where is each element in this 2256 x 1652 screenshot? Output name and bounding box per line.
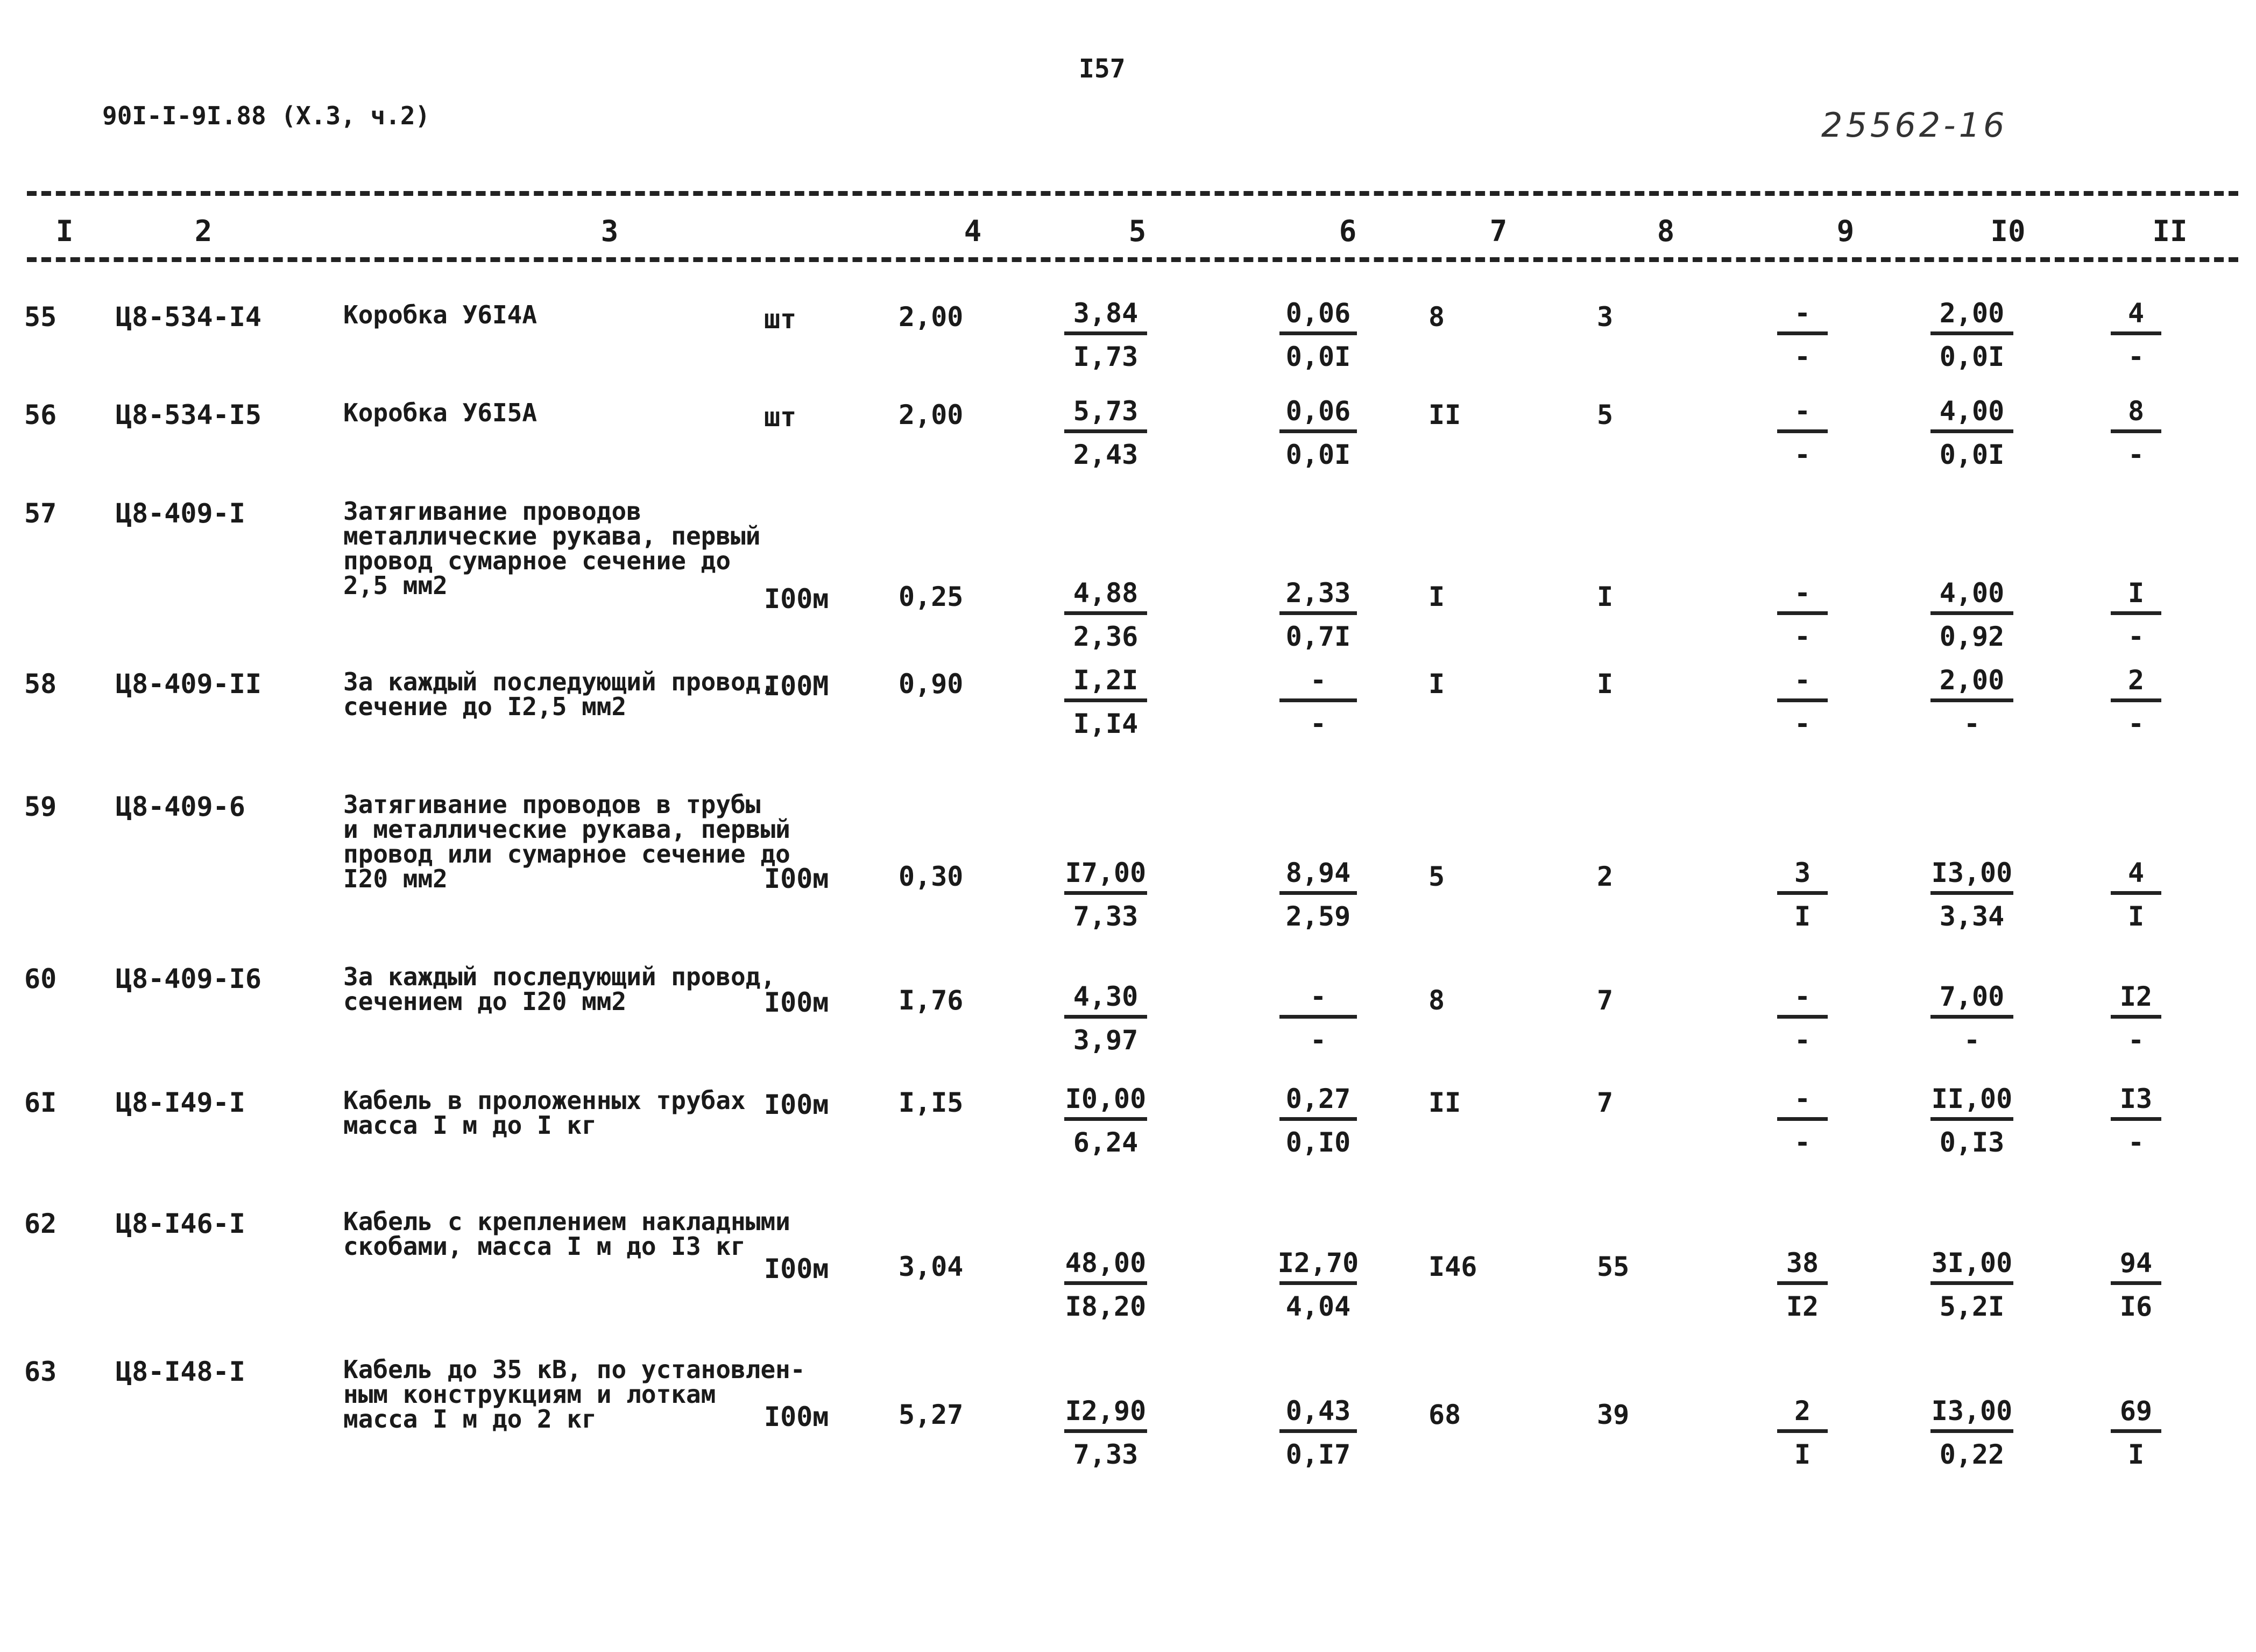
quantity: I,I5 xyxy=(899,1087,964,1118)
numerator: - xyxy=(1310,665,1327,696)
rate-code: Ц8-I49-I xyxy=(116,1087,245,1118)
denominator: - xyxy=(1794,708,1811,739)
quantity: I,76 xyxy=(899,985,964,1016)
cell-col10-fraction xyxy=(1926,577,2018,653)
cell-col7: I xyxy=(1428,581,1445,612)
cell-col10-fraction xyxy=(1926,857,2018,933)
cell-col5-fraction xyxy=(1060,980,1151,1056)
fraction-bar xyxy=(2111,1281,2161,1285)
denominator: 4,04 xyxy=(1285,1291,1351,1322)
denominator: - xyxy=(2127,341,2145,372)
cell-col9-fraction xyxy=(1773,577,1832,653)
fraction-bar xyxy=(1279,1281,1357,1285)
rate-code: Ц8-I46-I xyxy=(116,1208,245,1239)
row-number: 56 xyxy=(24,399,57,430)
fraction-bar xyxy=(1930,1281,2013,1285)
fraction-bar xyxy=(1064,611,1147,615)
numerator: 5,73 xyxy=(1073,396,1138,427)
fraction-bar xyxy=(1064,1117,1147,1121)
work-description: Коробка У6I5А xyxy=(343,398,538,427)
cell-col9-fraction xyxy=(1773,1247,1832,1323)
numerator: 4 xyxy=(2127,298,2145,329)
unit: I00м xyxy=(764,1253,829,1284)
denominator: 0,0I xyxy=(1285,439,1351,470)
numerator: - xyxy=(1794,1083,1811,1114)
cell-col8: 3 xyxy=(1597,301,1614,333)
header-bottom-rule xyxy=(27,257,2238,262)
numerator: 2,33 xyxy=(1285,577,1351,609)
cell-col11-fraction xyxy=(2106,1395,2166,1471)
cell-col5-fraction xyxy=(1060,664,1151,740)
unit: I00м xyxy=(764,987,829,1018)
document-code: 90I-I-9I.88 (X.3, ч.2) xyxy=(102,101,430,130)
cell-col9-fraction xyxy=(1773,664,1832,740)
column-header-11: II xyxy=(2152,214,2188,248)
cell-col9-fraction xyxy=(1773,1395,1832,1471)
cell-col7: II xyxy=(1428,399,1461,430)
unit: I00м xyxy=(764,863,829,894)
denominator: 0,0I xyxy=(1939,439,2005,470)
denominator: 6,24 xyxy=(1073,1127,1138,1158)
fraction-bar xyxy=(1279,611,1357,615)
fraction-bar xyxy=(1777,891,1828,895)
row-number: 63 xyxy=(24,1356,57,1387)
quantity: 3,04 xyxy=(899,1251,964,1282)
numerator: 38 xyxy=(1786,1247,1819,1279)
cell-col8: 7 xyxy=(1597,1087,1614,1118)
numerator: 94 xyxy=(2119,1247,2153,1279)
denominator: I6 xyxy=(2119,1291,2153,1322)
quantity: 2,00 xyxy=(899,301,964,333)
work-description: Затягивание проводов в трубы и металлические рукава, первый провод или сумарное сечение до I20 мм2 xyxy=(343,790,790,893)
fraction-bar xyxy=(1777,429,1828,433)
denominator: - xyxy=(2127,1025,2145,1056)
cell-col11-fraction xyxy=(2106,664,2166,740)
row-number: 58 xyxy=(24,668,57,700)
numerator: I2 xyxy=(2119,981,2153,1012)
work-description: Затягивание проводов металлические рукава, первый провод сумарное сечение до 2,5 мм2 xyxy=(343,497,761,600)
fraction-bar xyxy=(1279,891,1357,895)
rate-code: Ц8-409-I6 xyxy=(116,963,261,994)
numerator: I3 xyxy=(2119,1083,2153,1114)
cell-col9-fraction xyxy=(1773,980,1832,1056)
handwritten-document-number: 25562-16 xyxy=(1821,105,2008,145)
fraction-bar xyxy=(1064,698,1147,702)
denominator: - xyxy=(2127,621,2145,652)
fraction-bar xyxy=(1064,429,1147,433)
numerator: 8,94 xyxy=(1285,857,1351,888)
fraction-bar xyxy=(1777,611,1828,615)
fraction-bar xyxy=(1279,1429,1357,1433)
cell-col11-fraction xyxy=(2106,857,2166,933)
rate-code: Ц8-409-II xyxy=(116,668,261,700)
cell-col5-fraction xyxy=(1060,1395,1151,1471)
denominator: - xyxy=(1963,1025,1981,1056)
column-header-2: 2 xyxy=(194,214,213,248)
fraction-bar xyxy=(1930,698,2013,702)
column-header-9: 9 xyxy=(1836,214,1855,248)
cell-col10-fraction xyxy=(1926,1083,2018,1159)
work-description: За каждый последующий провод, сечение до I2,5 мм2 xyxy=(343,667,776,721)
numerator: I2,90 xyxy=(1065,1395,1147,1427)
numerator: 3 xyxy=(1794,857,1811,888)
fraction-bar xyxy=(1064,1015,1147,1019)
fraction-bar xyxy=(1064,1429,1147,1433)
numerator: I,2I xyxy=(1073,665,1138,696)
cell-col7: II xyxy=(1428,1087,1461,1118)
cell-col8: I xyxy=(1597,581,1614,612)
denominator: - xyxy=(1794,341,1811,372)
denominator: - xyxy=(2127,439,2145,470)
cell-col5-fraction xyxy=(1060,297,1151,373)
fraction-bar xyxy=(1930,1429,2013,1433)
work-description: Кабель с креплением накладными скобами, масса I м до I3 кг xyxy=(343,1207,790,1261)
denominator: 0,22 xyxy=(1939,1439,2005,1470)
cell-col10-fraction xyxy=(1926,297,2018,373)
denominator: 0,92 xyxy=(1939,621,2005,652)
cell-col7: 68 xyxy=(1428,1399,1461,1430)
denominator: 2,43 xyxy=(1073,439,1138,470)
cell-col9-fraction xyxy=(1773,1083,1832,1159)
denominator: - xyxy=(2127,1127,2145,1158)
cell-col11-fraction xyxy=(2106,577,2166,653)
cell-col6-fraction xyxy=(1275,577,1361,653)
cell-col7: I xyxy=(1428,668,1445,700)
denominator: - xyxy=(1794,1025,1811,1056)
fraction-bar xyxy=(1279,429,1357,433)
work-description: Коробка У6I4А xyxy=(343,300,538,329)
cell-col6-fraction xyxy=(1275,1247,1361,1323)
numerator: 48,00 xyxy=(1065,1247,1147,1279)
numerator: 2,00 xyxy=(1939,665,2005,696)
denominator: - xyxy=(2127,708,2145,739)
rate-code: Ц8-409-6 xyxy=(116,791,245,822)
denominator: I8,20 xyxy=(1065,1291,1147,1322)
numerator: 2 xyxy=(2127,665,2145,696)
cell-col10-fraction xyxy=(1926,664,2018,740)
numerator: - xyxy=(1794,396,1811,427)
cell-col6-fraction xyxy=(1275,664,1361,740)
fraction-bar xyxy=(1279,1015,1357,1019)
work-description: За каждый последующий провод, сечением до I20 мм2 xyxy=(343,962,776,1016)
denominator: 3,97 xyxy=(1073,1025,1138,1056)
unit: шт xyxy=(764,303,797,335)
denominator: - xyxy=(1794,439,1811,470)
cell-col10-fraction xyxy=(1926,1395,2018,1471)
numerator: I0,00 xyxy=(1065,1083,1147,1114)
denominator: I2 xyxy=(1786,1291,1819,1322)
cell-col9-fraction xyxy=(1773,395,1832,471)
fraction-bar xyxy=(1930,891,2013,895)
fraction-bar xyxy=(1064,1281,1147,1285)
fraction-bar xyxy=(1064,891,1147,895)
column-header-3: 3 xyxy=(600,214,619,248)
numerator: - xyxy=(1794,981,1811,1012)
numerator: - xyxy=(1794,298,1811,329)
denominator: 0,0I xyxy=(1285,341,1351,372)
numerator: 4,00 xyxy=(1939,396,2005,427)
fraction-bar xyxy=(1064,331,1147,335)
numerator: 4,88 xyxy=(1073,577,1138,609)
numerator: I xyxy=(2127,577,2145,609)
unit: I00м xyxy=(764,1401,829,1432)
numerator: II,00 xyxy=(1931,1083,2013,1114)
cell-col5-fraction xyxy=(1060,857,1151,933)
cell-col6-fraction xyxy=(1275,1395,1361,1471)
cell-col7: I46 xyxy=(1428,1251,1477,1282)
cell-col8: 7 xyxy=(1597,985,1614,1016)
denominator: I xyxy=(2127,1439,2145,1470)
numerator: 0,43 xyxy=(1285,1395,1351,1427)
unit: шт xyxy=(764,401,797,433)
quantity: 0,30 xyxy=(899,861,964,892)
quantity: 2,00 xyxy=(899,399,964,430)
cell-col8: 2 xyxy=(1597,861,1614,892)
cell-col8: 5 xyxy=(1597,399,1614,430)
numerator: I7,00 xyxy=(1065,857,1147,888)
numerator: 7,00 xyxy=(1939,981,2005,1012)
unit: I00М xyxy=(764,670,829,702)
page-number: I57 xyxy=(1079,54,1126,84)
numerator: 0,06 xyxy=(1285,396,1351,427)
fraction-bar xyxy=(1777,331,1828,335)
rate-code: Ц8-409-I xyxy=(116,498,245,529)
denominator: 0,7I xyxy=(1285,621,1351,652)
cell-col8: 55 xyxy=(1597,1251,1630,1282)
denominator: 0,I3 xyxy=(1939,1127,2005,1158)
fraction-bar xyxy=(2111,1429,2161,1433)
column-header-7: 7 xyxy=(1489,214,1508,248)
denominator: 0,0I xyxy=(1939,341,2005,372)
numerator: I3,00 xyxy=(1931,1395,2013,1427)
cell-col11-fraction xyxy=(2106,297,2166,373)
row-number: 62 xyxy=(24,1208,57,1239)
fraction-bar xyxy=(2111,331,2161,335)
denominator: I,73 xyxy=(1073,341,1138,372)
unit: I00м xyxy=(764,583,829,615)
row-number: 57 xyxy=(24,498,57,529)
cell-col7: 5 xyxy=(1428,861,1445,892)
cell-col5-fraction xyxy=(1060,577,1151,653)
rate-code: Ц8-534-I5 xyxy=(116,399,261,430)
numerator: - xyxy=(1310,981,1327,1012)
cell-col7: 8 xyxy=(1428,985,1445,1016)
denominator: 2,36 xyxy=(1073,621,1138,652)
numerator: 0,27 xyxy=(1285,1083,1351,1114)
denominator: 7,33 xyxy=(1073,1439,1138,1470)
numerator: I3,00 xyxy=(1931,857,2013,888)
fraction-bar xyxy=(1777,698,1828,702)
cell-col11-fraction xyxy=(2106,980,2166,1056)
denominator: 3,34 xyxy=(1939,901,2005,932)
cell-col5-fraction xyxy=(1060,395,1151,471)
denominator: I xyxy=(1794,901,1811,932)
cell-col6-fraction xyxy=(1275,857,1361,933)
fraction-bar xyxy=(1279,698,1357,702)
denominator: 0,I0 xyxy=(1285,1127,1351,1158)
fraction-bar xyxy=(2111,429,2161,433)
denominator: - xyxy=(1794,621,1811,652)
row-number: 6I xyxy=(24,1087,57,1118)
fraction-bar xyxy=(1930,1117,2013,1121)
work-description: Кабель до 35 кВ, по установлен- ным конструкциям и лоткам масса I м до 2 кг xyxy=(343,1355,805,1434)
cell-col6-fraction xyxy=(1275,297,1361,373)
row-number: 55 xyxy=(24,301,57,333)
cell-col5-fraction xyxy=(1060,1247,1151,1323)
numerator: - xyxy=(1794,665,1811,696)
numerator: - xyxy=(1794,577,1811,609)
numerator: 2 xyxy=(1794,1395,1811,1427)
fraction-bar xyxy=(1777,1117,1828,1121)
cell-col10-fraction xyxy=(1926,395,2018,471)
numerator: 3I,00 xyxy=(1931,1247,2013,1279)
quantity: 5,27 xyxy=(899,1399,964,1430)
cell-col10-fraction xyxy=(1926,1247,2018,1323)
rate-code: Ц8-I48-I xyxy=(116,1356,245,1387)
fraction-bar xyxy=(1930,429,2013,433)
numerator: 3,84 xyxy=(1073,298,1138,329)
cell-col10-fraction xyxy=(1926,980,2018,1056)
numerator: 2,00 xyxy=(1939,298,2005,329)
cell-col6-fraction xyxy=(1275,395,1361,471)
denominator: - xyxy=(1963,708,1981,739)
denominator: 5,2I xyxy=(1939,1291,2005,1322)
denominator: I xyxy=(1794,1439,1811,1470)
cell-col9-fraction xyxy=(1773,297,1832,373)
fraction-bar xyxy=(1777,1429,1828,1433)
cell-col11-fraction xyxy=(2106,395,2166,471)
fraction-bar xyxy=(1930,1015,2013,1019)
numerator: 4,30 xyxy=(1073,981,1138,1012)
row-number: 60 xyxy=(24,963,57,994)
header-top-rule xyxy=(27,191,2238,196)
quantity: 0,90 xyxy=(899,668,964,700)
fraction-bar xyxy=(1777,1015,1828,1019)
column-header-8: 8 xyxy=(1657,214,1675,248)
column-header-10: I0 xyxy=(1990,214,2026,248)
denominator: 0,I7 xyxy=(1285,1439,1351,1470)
cell-col11-fraction xyxy=(2106,1083,2166,1159)
row-number: 59 xyxy=(24,791,57,822)
denominator: I xyxy=(2127,901,2145,932)
denominator: - xyxy=(1794,1127,1811,1158)
cell-col8: I xyxy=(1597,668,1614,700)
cell-col5-fraction xyxy=(1060,1083,1151,1159)
denominator: - xyxy=(1310,1025,1327,1056)
numerator: 4,00 xyxy=(1939,577,2005,609)
unit: I00м xyxy=(764,1089,829,1120)
column-header-5: 5 xyxy=(1128,214,1147,248)
cell-col7: 8 xyxy=(1428,301,1445,333)
denominator: 2,59 xyxy=(1285,901,1351,932)
quantity: 0,25 xyxy=(899,581,964,612)
numerator: 8 xyxy=(2127,396,2145,427)
numerator: 69 xyxy=(2119,1395,2153,1427)
denominator: - xyxy=(1310,708,1327,739)
cell-col9-fraction xyxy=(1773,857,1832,933)
fraction-bar xyxy=(1930,611,2013,615)
column-header-6: 6 xyxy=(1339,214,1357,248)
fraction-bar xyxy=(2111,698,2161,702)
fraction-bar xyxy=(2111,1117,2161,1121)
fraction-bar xyxy=(2111,1015,2161,1019)
cell-col6-fraction xyxy=(1275,1083,1361,1159)
cell-col8: 39 xyxy=(1597,1399,1630,1430)
fraction-bar xyxy=(1279,1117,1357,1121)
work-description: Кабель в проложенных трубах масса I м до I кг xyxy=(343,1086,746,1140)
cell-col6-fraction xyxy=(1275,980,1361,1056)
column-header-1: I xyxy=(55,214,74,248)
fraction-bar xyxy=(2111,611,2161,615)
fraction-bar xyxy=(2111,891,2161,895)
fraction-bar xyxy=(1930,331,2013,335)
numerator: I2,70 xyxy=(1277,1247,1359,1279)
column-header-4: 4 xyxy=(964,214,982,248)
cell-col11-fraction xyxy=(2106,1247,2166,1323)
rate-code: Ц8-534-I4 xyxy=(116,301,261,333)
numerator: 4 xyxy=(2127,857,2145,888)
denominator: I,I4 xyxy=(1073,708,1138,739)
fraction-bar xyxy=(1279,331,1357,335)
denominator: 7,33 xyxy=(1073,901,1138,932)
fraction-bar xyxy=(1777,1281,1828,1285)
numerator: 0,06 xyxy=(1285,298,1351,329)
